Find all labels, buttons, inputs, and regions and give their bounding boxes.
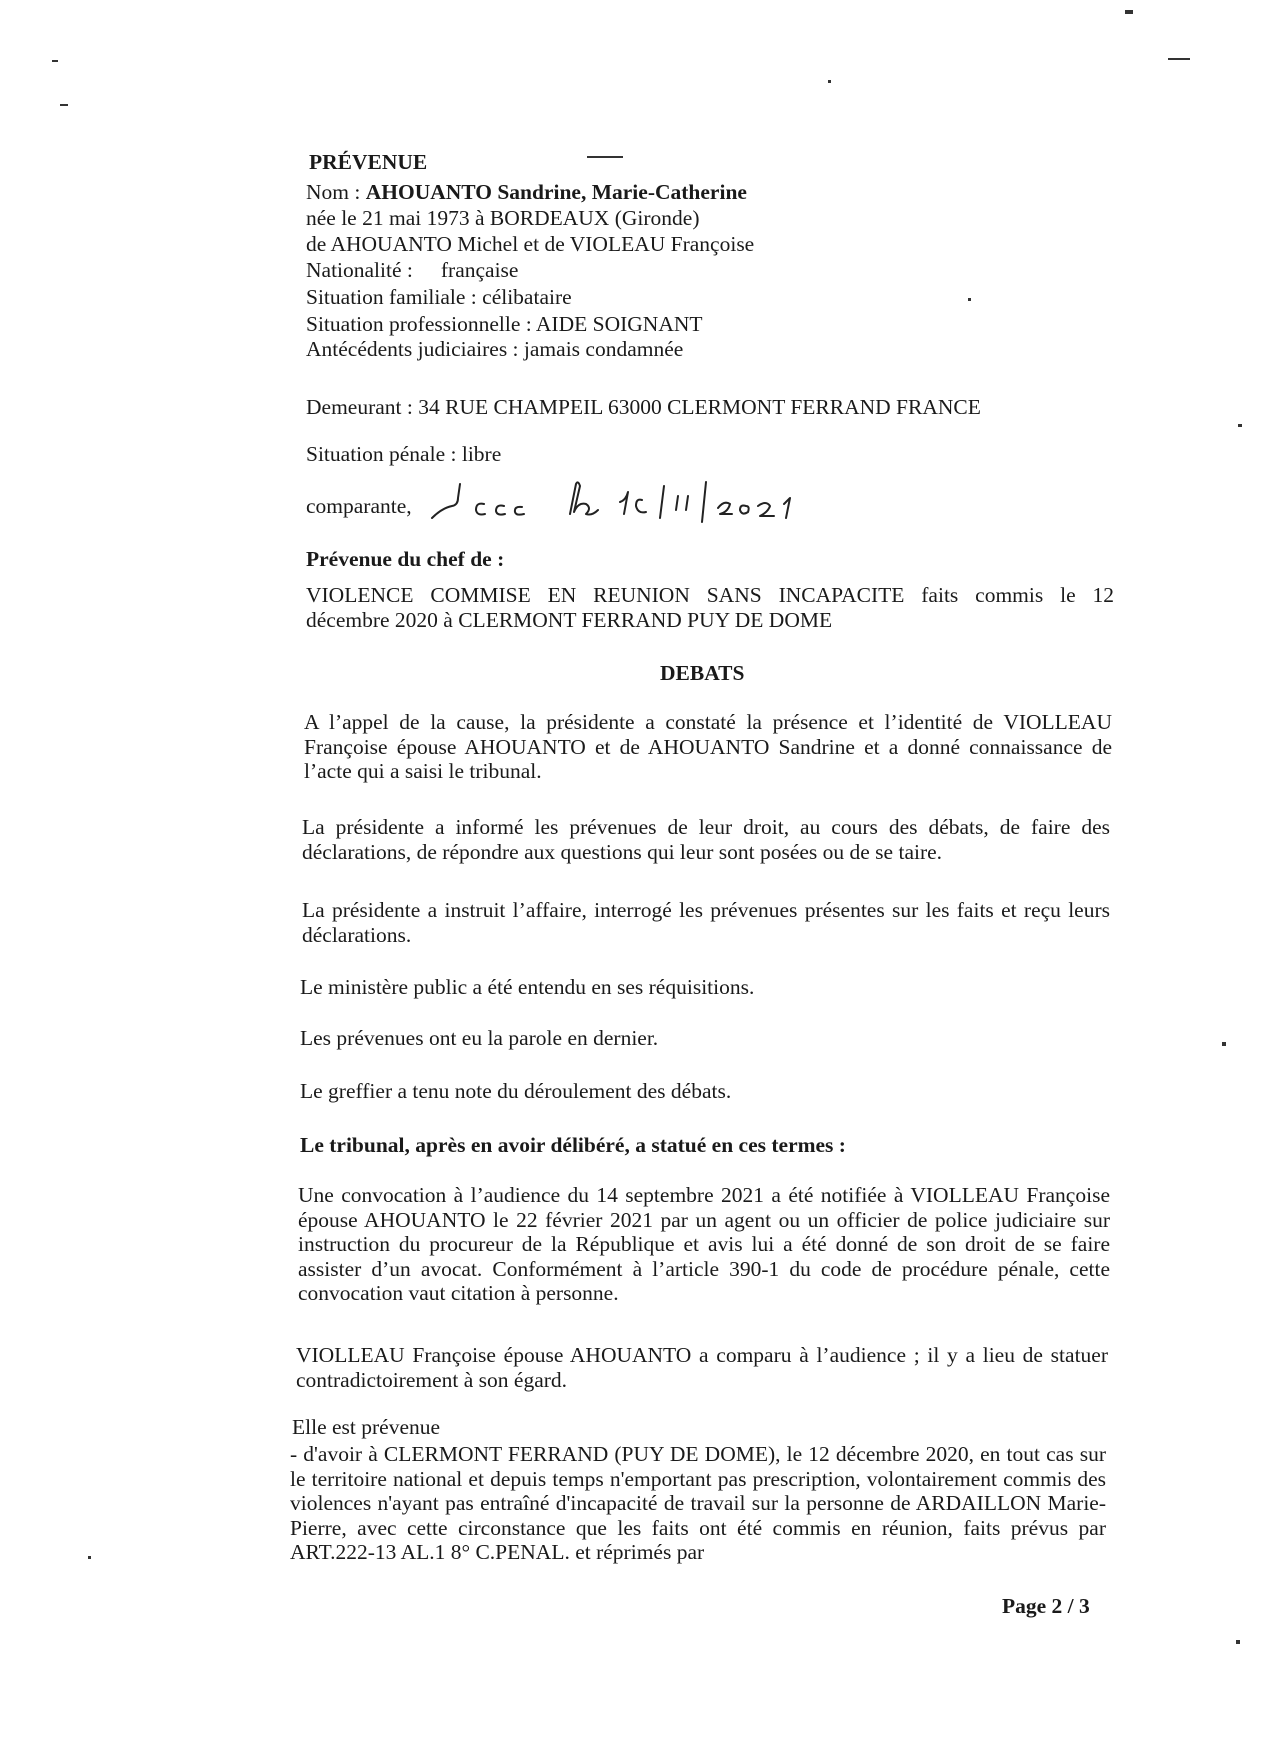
prevenue-heading: PRÉVENUE xyxy=(309,150,428,174)
scan-mark xyxy=(1238,424,1242,427)
page-number: Page 2 / 3 xyxy=(1002,1594,1090,1618)
situation-penale-line: Situation pénale : libre xyxy=(306,442,502,466)
tribunal-paragraph: VIOLLEAU Françoise épouse AHOUANTO a comparu à l’audience ; il y a lieu de statuer contradictoirement à son égard. xyxy=(296,1343,1108,1392)
chef-line-2: décembre 2020 à CLERMONT FERRAND PUY DE DOME xyxy=(306,608,833,632)
scan-mark xyxy=(1222,1042,1226,1046)
scan-mark xyxy=(968,298,971,301)
scan-mark xyxy=(587,156,623,158)
nationalite-line xyxy=(306,258,518,282)
debats-paragraph: La présidente a informé les prévenues de leur droit, au cours des débats, de faire des déclarations, de répondre aux questions qui leur sont posées ou de se taire. xyxy=(302,815,1110,864)
debats-paragraph: La présidente a instruit l’affaire, interrogé les prévenues présentes sur les faits et reçu leurs déclarations. xyxy=(302,898,1110,947)
scan-mark xyxy=(88,1556,91,1559)
debats-paragraph: Les prévenues ont eu la parole en dernier. xyxy=(300,1026,659,1050)
nom-label: Nom : xyxy=(306,180,366,204)
charge-paragraph: - d'avoir à CLERMONT FERRAND (PUY DE DOME), le 12 décembre 2020, en tout cas sur le territoire national et depuis temps n'emportant pas prescription, volontairement commis des violences n'ayant pas entraîné d'incapacité de travail sur la personne de ARDAILLON Marie-Pierre, avec cette circonstance que les faits ont été commis en réunion, faits prévus par ART.222-13 AL.1 8° C.PENAL. et réprimés par xyxy=(290,1442,1106,1564)
handwritten-annotation xyxy=(428,478,808,528)
debats-paragraph: A l’appel de la cause, la présidente a constaté la présence et l’identité de VIOLLEAU Françoise épouse AHOUANTO et de AHOUANTO Sandrine et a donné connaissance de l’acte qui a saisi le tribunal. xyxy=(304,710,1112,783)
debats-heading: DEBATS xyxy=(660,661,745,685)
scan-mark xyxy=(52,60,58,62)
scan-mark xyxy=(60,104,68,106)
chef-line-1: VIOLENCE COMMISE EN REUNION SANS INCAPACITE faits commis le 12 xyxy=(306,583,1114,607)
antecedents-line: Antécédents judiciaires : jamais condamnée xyxy=(306,337,684,361)
tribunal-paragraph: Une convocation à l’audience du 14 septembre 2021 a été notifiée à VIOLLEAU Françoise épouse AHOUANTO le 22 février 2021 par un agent ou un officier de police judiciaire sur instruction du procureur de la République et avis lui a été donné de son droit de se faire assister d’un avocat. Conformément à l’article 390-1 du code de procédure pénale, cette convocation vaut citation à personne. xyxy=(298,1183,1110,1305)
filiation-line: de AHOUANTO Michel et de VIOLEAU Françoise xyxy=(306,232,755,256)
nom-line xyxy=(306,180,747,204)
nationalite-value: française xyxy=(440,258,519,282)
demeurant-line: Demeurant : 34 RUE CHAMPEIL 63000 CLERMONT FERRAND FRANCE xyxy=(306,395,981,419)
prevenue-intro: Elle est prévenue xyxy=(292,1415,441,1439)
naissance-line: née le 21 mai 1973 à BORDEAUX (Gironde) xyxy=(306,206,700,230)
chef-heading: Prévenue du chef de : xyxy=(306,547,505,571)
scan-mark xyxy=(1236,1640,1240,1644)
comparante-line: comparante, xyxy=(306,494,412,518)
debats-paragraph: Le greffier a tenu note du déroulement des débats. xyxy=(300,1079,732,1103)
situation-familiale-line: Situation familiale : célibataire xyxy=(306,285,572,309)
situation-professionnelle-line: Situation professionnelle : AIDE SOIGNANT xyxy=(306,312,703,336)
nationalite-label: Nationalité : xyxy=(306,258,413,282)
nom-value: AHOUANTO Sandrine, Marie-Catherine xyxy=(365,180,747,204)
scan-mark xyxy=(828,80,831,83)
scan-mark xyxy=(1125,10,1133,14)
debats-paragraph: Le ministère public a été entendu en ses réquisitions. xyxy=(300,975,755,999)
tribunal-heading: Le tribunal, après en avoir délibéré, a statué en ces termes : xyxy=(300,1133,846,1157)
scan-mark xyxy=(1168,58,1190,60)
